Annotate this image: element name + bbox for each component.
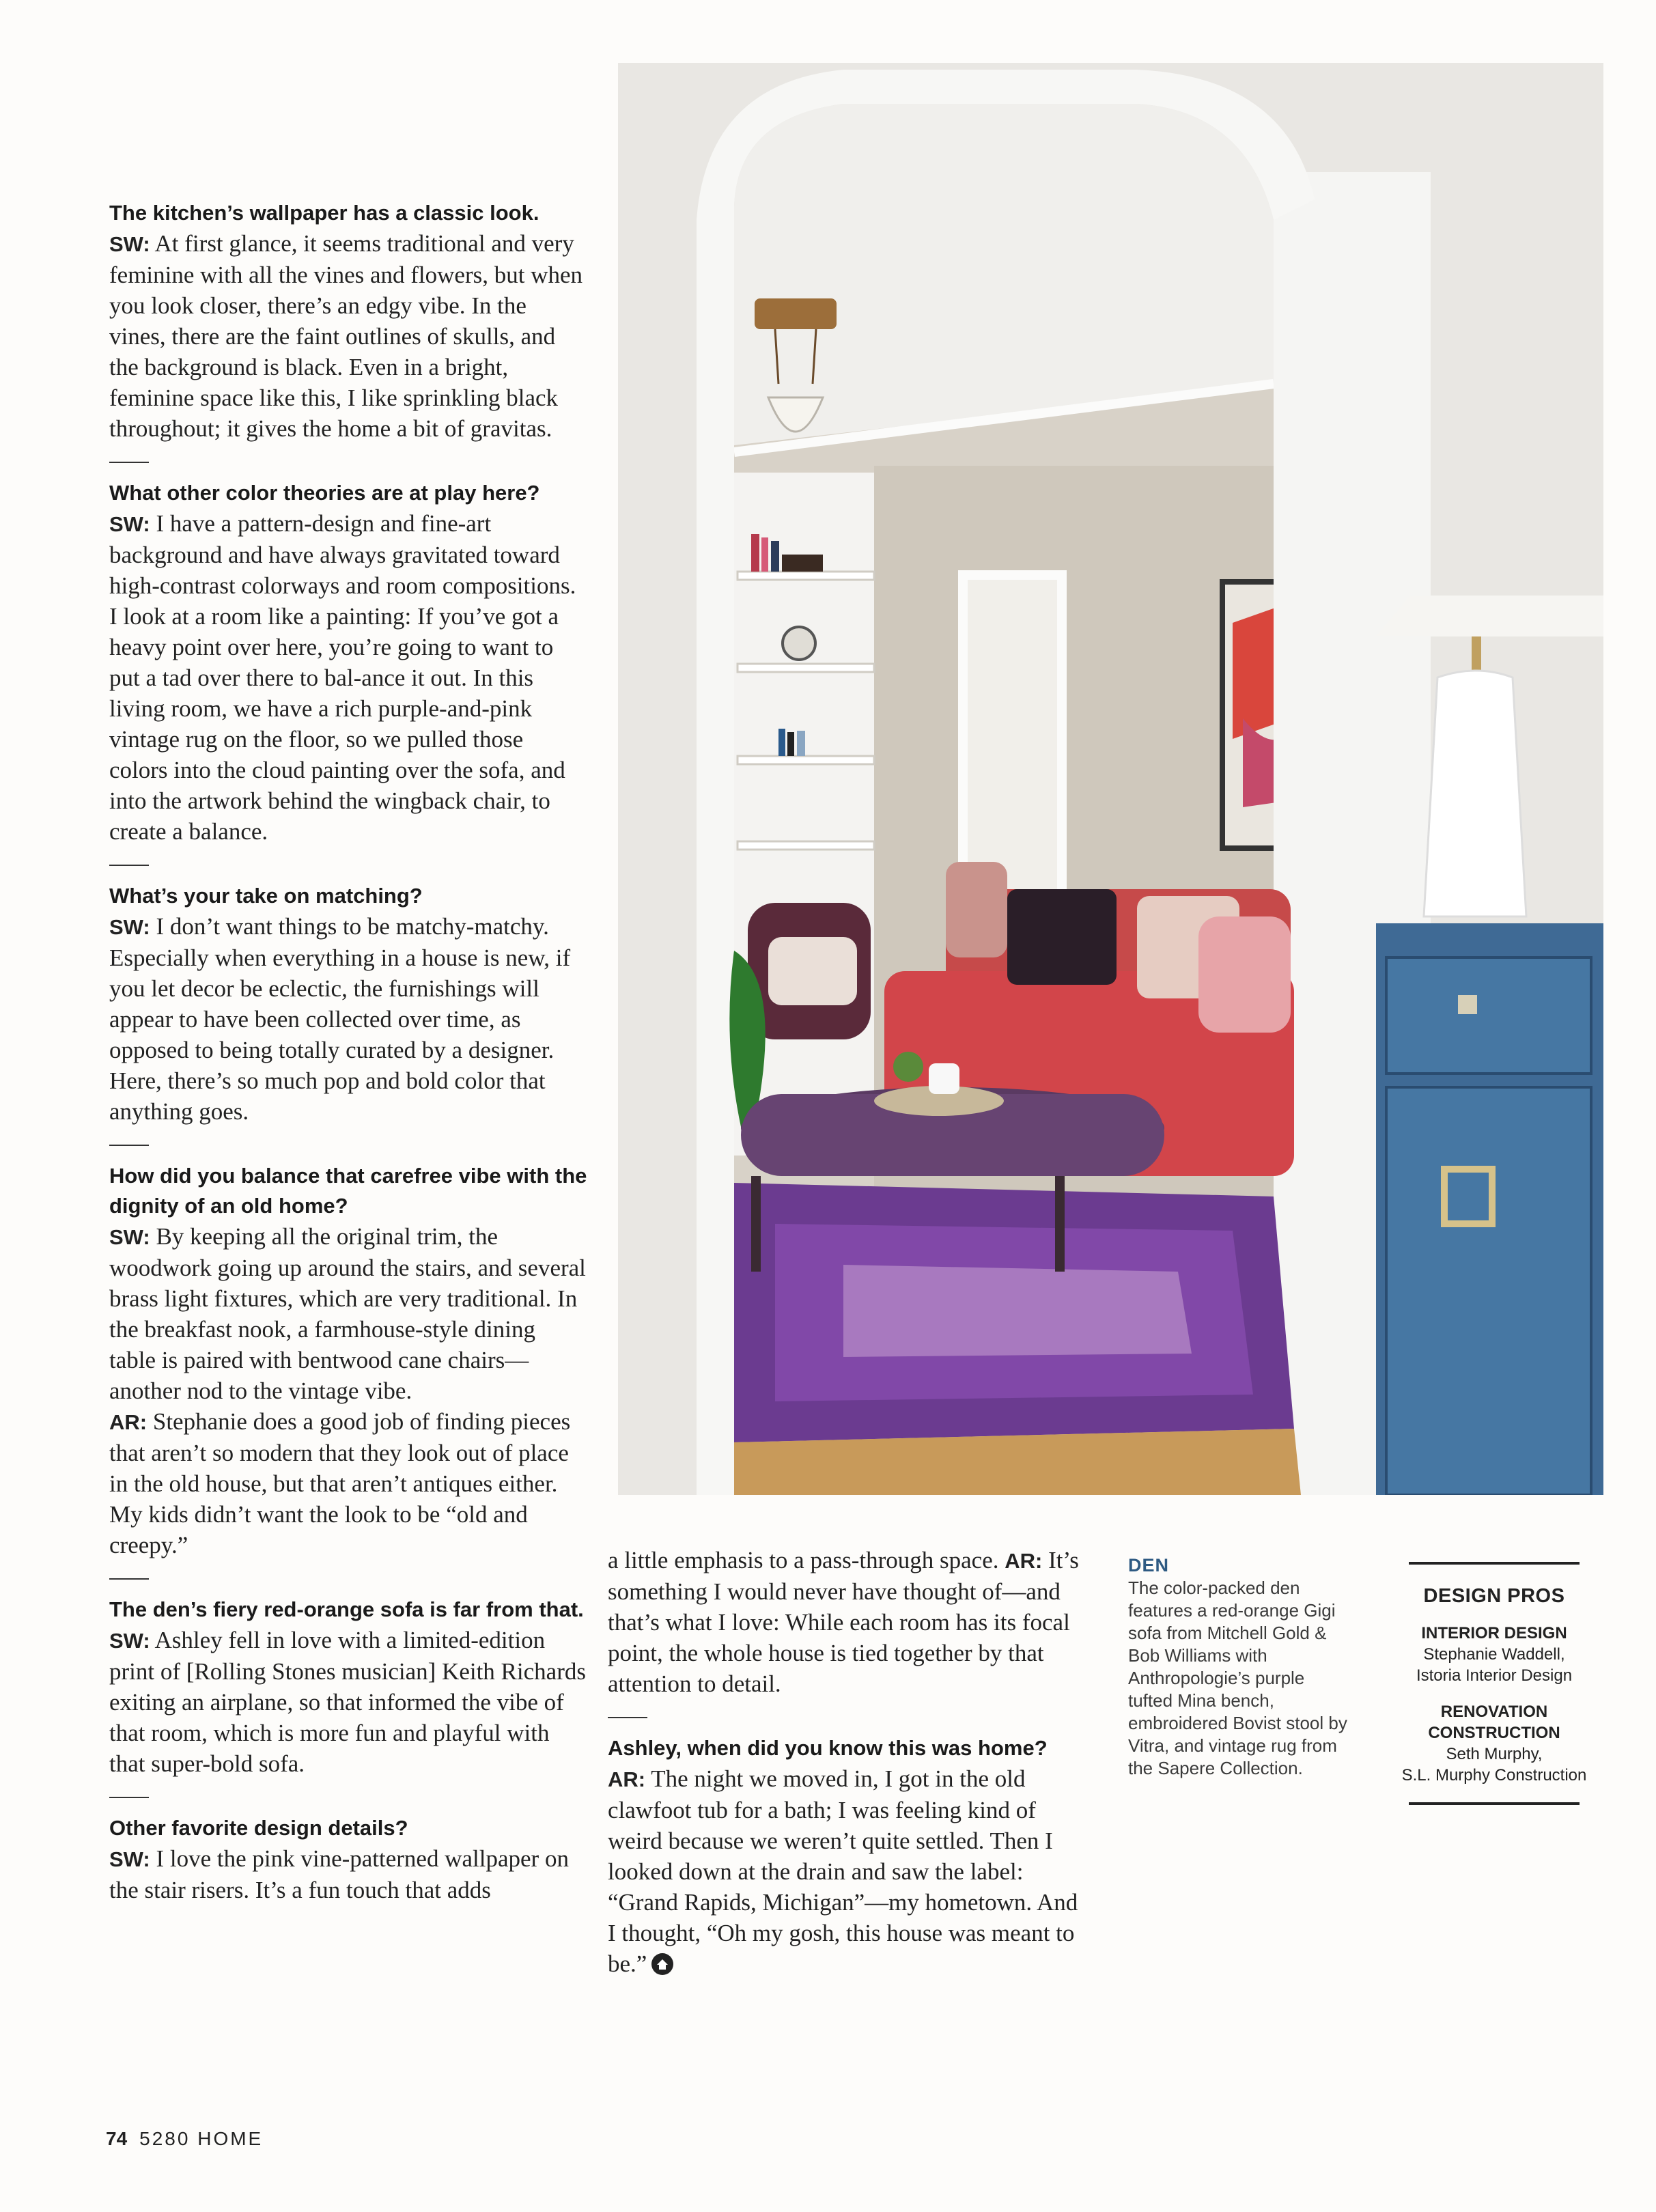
page-number: 74 [106, 2128, 128, 2149]
answer-paragraph [109, 911, 587, 1127]
bottom-rule [1409, 1802, 1580, 1805]
article-column-middle [608, 1545, 1079, 1983]
divider [109, 1578, 149, 1580]
interior-design-firm: Istoria Interior Design [1416, 1666, 1573, 1685]
speaker-label: SW: [109, 915, 150, 939]
cup [929, 1063, 959, 1094]
answer-paragraph [109, 508, 587, 847]
page-folio [106, 2128, 263, 2150]
answer-text: I love the pink vine-patterned wallpaper on the stair risers. It’s a fun touch that adds [109, 1845, 569, 1903]
answer-text: It’s something I would never have thought of—and that’s what I love: While each room has its focal point, the whole house is tied together by that attention to detail. [608, 1547, 1079, 1697]
speaker-label: SW: [109, 1629, 150, 1653]
speaker-label: SW: [109, 1225, 150, 1249]
answer-paragraph [109, 1625, 587, 1779]
renovation-contractor-name: Seth Murphy, [1446, 1745, 1543, 1763]
question-heading: How did you balance that carefree vibe with the dignity of an old home? [109, 1164, 587, 1218]
divider [109, 1797, 149, 1798]
interior-designer-name: Stephanie Waddell, [1423, 1645, 1565, 1664]
answer-paragraph [109, 1221, 587, 1406]
speaker-label: SW: [109, 232, 150, 256]
design-pros-title: DESIGN PROS [1423, 1585, 1565, 1607]
answer-paragraph [608, 1763, 1079, 1983]
answer-text: I have a pattern-design and fine-art background and have always gravitated toward high-contrast colorways and room compositions. I look at a room like a painting: If you’ve got a heavy point over here, you’re going to want to put a tad over there to bal-ance it out. In this living room, we have a rich purple-and-pink vintage rug on the floor, so we pulled those colors into the cloud painting over the sofa, and into the artwork behind the wingback chair, to create a balance. [109, 510, 576, 845]
answer-text: Stephanie does a good job of finding pieces that aren’t so modern that they look out of place in the old house, but that aren’t antiques either. My kids didn’t want the look to be “old and creepy.” [109, 1408, 571, 1558]
question-heading: What’s your take on matching? [109, 884, 423, 908]
answer-paragraph [109, 1843, 587, 1905]
clock [783, 627, 815, 660]
answer-text: a little emphasis to a pass-through space. [608, 1547, 999, 1573]
answer-text: I don’t want things to be matchy-matchy. Especially when everything in a house is new, if you let decor be eclectic, the furnishings will appear to have been collected over time, as opposed to being totally curated by a designer. Here, there’s so much pop and bold color that anything goes. [109, 913, 571, 1125]
renovation-heading: RENOVATION CONSTRUCTION [1428, 1703, 1560, 1742]
question-heading: Ashley, when did you know this was home? [608, 1736, 1048, 1760]
renovation-firm: S.L. Murphy Construction [1401, 1766, 1587, 1784]
home-end-icon [651, 1952, 674, 1983]
blue-cabinet [1376, 923, 1603, 1495]
caption-label: DEN [1128, 1555, 1170, 1576]
divider [109, 1145, 149, 1146]
speaker-label: AR: [109, 1410, 148, 1434]
top-rule [1409, 1562, 1580, 1565]
speaker-label: SW: [109, 512, 150, 536]
answer-paragraph [109, 1406, 587, 1560]
answer-paragraph [109, 228, 587, 444]
caption-text: The color-packed den features a red-orange Gigi sofa from Mitchell Gold & Bob Williams with Anthropologie’s purple tufted Mina bench, embroidered Bovist stool by Vitra, and vintage rug from the Sapere Collection. [1128, 1578, 1347, 1778]
wingback-chair [748, 903, 871, 1039]
divider [109, 865, 149, 866]
answer-text: The night we moved in, I got in the old clawfoot tub for a bath; I was feeling kind of weird because we weren’t quite settled. Then I looked down at the drain and saw the label: “Grand Rapids, Michigan”—my hometown. And I thought, “Oh my gosh, this house was meant to be.” [608, 1765, 1078, 1977]
article-column-left [109, 198, 587, 1905]
answer-text: Ashley fell in love with a limited-edition print of [Rolling Stones musician] Keith Richards exiting an airplane, so that informed the vibe of that room, which is more fun and playful with that super-bold sofa. [109, 1627, 586, 1777]
divider [608, 1717, 647, 1718]
photo-caption [1128, 1554, 1353, 1780]
small-plant [893, 1052, 923, 1082]
interior-design-heading: INTERIOR DESIGN [1421, 1624, 1567, 1642]
design-pros-box [1395, 1562, 1593, 1805]
divider [109, 462, 149, 463]
speaker-label: AR: [608, 1767, 646, 1791]
den-photo [618, 63, 1603, 1495]
answer-text: By keeping all the original trim, the woodwork going up around the stairs, and several brass light fixtures, which are very traditional. In the breakfast nook, a farmhouse-style dining table is paired with bentwood cane chairs—another nod to the vintage vibe. [109, 1223, 586, 1404]
question-heading: Other favorite design details? [109, 1816, 408, 1840]
speaker-label: SW: [109, 1847, 150, 1871]
question-heading: The den’s fiery red-orange sofa is far from that. [109, 1597, 584, 1621]
answer-text: At first glance, it seems traditional and very feminine with all the vines and flowers, but when you look closer, there’s an edgy vibe. In the vines, there are the faint outlines of skulls, and the background is black. Even in a bright, feminine space like this, I like sprinkling black throughout; it gives the home a bit of gravitas. [109, 230, 583, 442]
answer-paragraph [608, 1545, 1079, 1699]
question-heading: What other color theories are at play here? [109, 481, 540, 505]
magazine-name: 5280 HOME [139, 2128, 264, 2149]
question-heading: The kitchen’s wallpaper has a classic look. [109, 201, 539, 225]
speaker-label: AR: [1005, 1549, 1043, 1573]
